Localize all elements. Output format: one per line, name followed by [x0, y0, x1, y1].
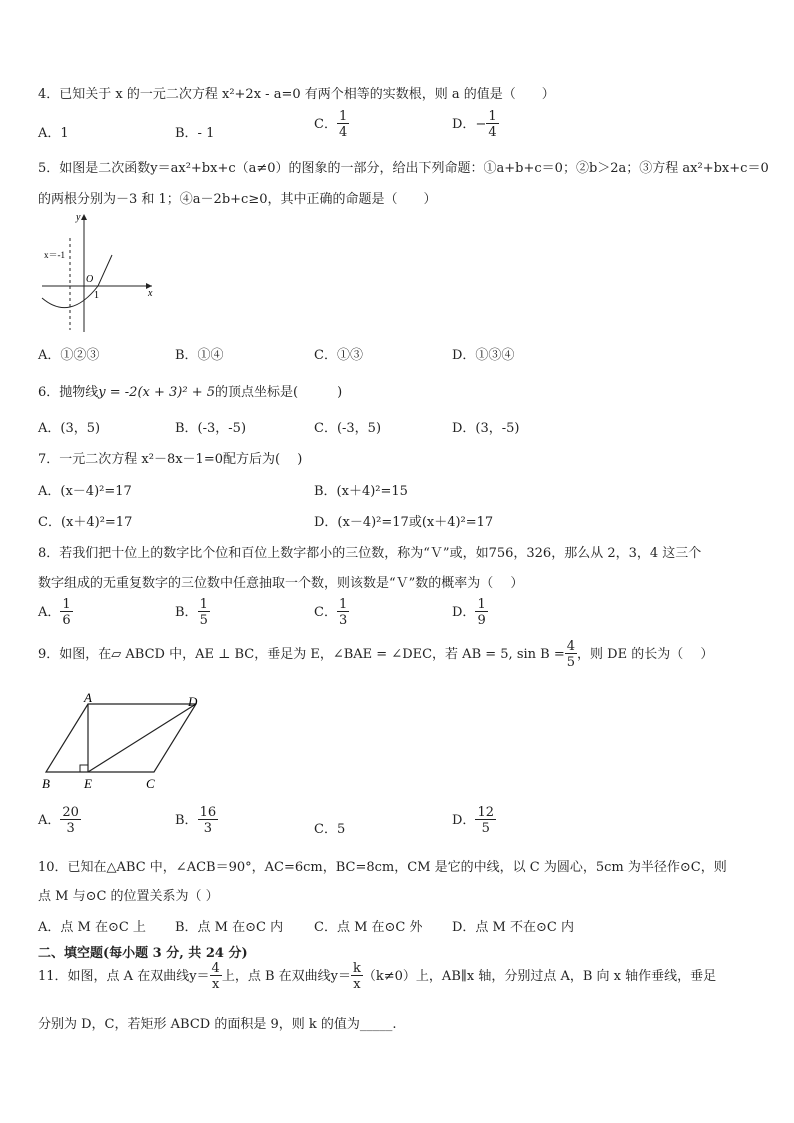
- question-5-stem-line1: 5．如图是二次函数y＝ax²+bx+c（a≠0）的图象的一部分，给出下列命题：①a+b+c＝0；②b＞2a；③方程 ax²+bx+c＝0: [38, 161, 769, 176]
- q9-stem-pre: 9．如图，在▱ ABCD 中，AE ⊥ BC，垂足为 E，∠BAE = ∠DEC，若 AB = 5, sin B =: [38, 647, 565, 662]
- q4-option-a[interactable]: A．1: [38, 126, 69, 141]
- q5-symmetry-label: x＝-1: [44, 250, 65, 260]
- question-11-stem-line1: [38, 962, 716, 991]
- question-8-stem-line1: 8．若我们把十位上的数字比个位和百位上数字都小的三位数，称为“Ｖ”或，如756，326，那么从 2，3，4 这三个: [38, 546, 702, 561]
- q6-option-a[interactable]: A．(3，5): [38, 421, 101, 436]
- q9-sin-fraction: $\frac{4}{5}$: [566, 639, 576, 670]
- q8-option-b-label: B．: [175, 605, 198, 620]
- q4-option-c-fraction: $\frac{1}{4}$: [338, 109, 348, 140]
- question-7-stem: 7．一元二次方程 x²－8x－1=0配方后为( ): [38, 452, 303, 467]
- q6-stem-post: 的顶点坐标是( ): [215, 385, 343, 400]
- question-8-stem-line2: 数字组成的无重复数字的三位数中任意抽取一个数，则该数是“Ｖ”数的概率为（ ）: [38, 576, 524, 591]
- q8-option-b-fraction: $\frac{1}{5}$: [199, 597, 208, 628]
- section-heading: 二、填空题(每小题 3 分, 共 24 分): [38, 946, 248, 961]
- q11-fraction-k-over-x: $\frac{k}{x}$: [353, 961, 361, 992]
- q11-fraction-4-over-x: $\frac{4}{x}$: [211, 961, 220, 992]
- q11-pre: 11．如图，点 A 在双曲线y＝: [38, 969, 210, 984]
- q5-origin-label: O: [86, 274, 94, 285]
- q9-option-a[interactable]: [38, 806, 81, 835]
- q10-option-b[interactable]: B．点 M 在⊙C 内: [175, 920, 284, 935]
- question-9-stem: [38, 640, 713, 669]
- q4-option-c[interactable]: [314, 110, 349, 139]
- q9-label-E: E: [84, 776, 92, 791]
- q9-option-d[interactable]: [452, 806, 496, 835]
- question-4-stem: 4．已知关于 x 的一元二次方程 x²+2x - a=0 有两个相等的实数根，则 a 的值是（ ）: [38, 87, 555, 102]
- q8-option-d-label: D．: [452, 605, 476, 620]
- q7-option-b[interactable]: B．(x＋4)²=15: [314, 484, 408, 499]
- q9-option-d-fraction: $\frac{12}{5}$: [477, 805, 494, 836]
- q9-label-B: B: [42, 776, 50, 791]
- q6-option-b[interactable]: B．(-3，-5): [175, 421, 247, 436]
- q9-label-D: D: [188, 694, 198, 709]
- q7-option-a[interactable]: A．(x－4)²=17: [38, 484, 132, 499]
- q5-tick-1-label: 1: [94, 290, 99, 301]
- q6-option-c[interactable]: C．(-3，5): [314, 421, 382, 436]
- q8-option-d[interactable]: [452, 598, 488, 627]
- q10-option-d[interactable]: D．点 M 不在⊙C 内: [452, 920, 574, 935]
- q5-option-b[interactable]: B．①④: [175, 348, 224, 363]
- q10-option-c[interactable]: C．点 M 在⊙C 外: [314, 920, 423, 935]
- q4-option-d-label: D．: [452, 117, 476, 132]
- question-10-stem-line2: 点 M 与⊙C 的位置关系为（ ）: [38, 889, 219, 904]
- q9-option-b-label: B．: [175, 813, 198, 828]
- q5-y-axis-label: y: [76, 212, 81, 223]
- q9-stem-post: ，则 DE 的长为（ ）: [577, 647, 714, 662]
- q8-option-a-fraction: $\frac{1}{6}$: [62, 597, 71, 628]
- q4-option-b[interactable]: B．- 1: [175, 126, 215, 141]
- q8-option-b[interactable]: [175, 598, 210, 627]
- q9-label-A: A: [84, 692, 92, 705]
- q7-option-c[interactable]: C．(x＋4)²=17: [38, 515, 133, 530]
- q6-option-d[interactable]: D．(3，-5): [452, 421, 520, 436]
- q9-option-a-label: A．: [38, 813, 61, 828]
- q11-mid: 上，点 B 在双曲线y＝: [221, 969, 351, 984]
- q10-option-a[interactable]: A．点 M 在⊙C 上: [38, 920, 146, 935]
- q7-option-d[interactable]: D．(x－4)²=17或(x＋4)²=17: [314, 515, 494, 530]
- q11-post: （k≠0）上，AB∥x 轴，分别过点 A，B 向 x 轴作垂线，垂足: [362, 969, 717, 984]
- q9-label-C: C: [146, 776, 155, 791]
- q8-option-a[interactable]: [38, 598, 73, 627]
- q4-option-d-fraction: $\frac{1}{4}$: [488, 109, 497, 140]
- q8-option-c-fraction: $\frac{1}{3}$: [338, 597, 348, 628]
- q8-option-c-label: C．: [314, 605, 337, 620]
- q9-option-d-label: D．: [452, 813, 476, 828]
- q5-option-d[interactable]: D．①③④: [452, 348, 515, 363]
- question-11-stem-line2: 分别为 D，C，若矩形 ABCD 的面积是 9，则 k 的值为_____.: [38, 1017, 397, 1032]
- question-5-stem-line2: 的两根分别为－3 和 1；④a－2b+c≥0，其中正确的命题是（ ）: [38, 192, 437, 207]
- q8-option-c[interactable]: [314, 598, 349, 627]
- q5-option-c[interactable]: C．①③: [314, 348, 363, 363]
- q5-x-axis-label: x: [148, 288, 153, 299]
- q9-option-b[interactable]: [175, 806, 218, 835]
- q4-option-d[interactable]: [452, 110, 499, 139]
- q8-option-a-label: A．: [38, 605, 61, 620]
- question-6-stem: [38, 381, 342, 400]
- q6-stem-pre: 6．抛物线: [38, 385, 99, 400]
- q4-option-d-sign: −: [475, 117, 487, 132]
- q4-option-c-label: C．: [314, 117, 337, 132]
- q9-parallelogram-figure: [36, 692, 214, 792]
- q6-formula: y = -2(x + 3)² + 5: [98, 385, 215, 400]
- q5-option-a[interactable]: A．①②③: [38, 348, 100, 363]
- question-10-stem-line1: 10．已知在△ABC 中，∠ACB＝90°，AC=6cm，BC=8cm，CM 是它的中线，以 C 为圆心，5cm 为半径作⊙C，则: [38, 860, 727, 875]
- q5-parabola-figure: [36, 210, 158, 335]
- q9-option-c[interactable]: C．5: [314, 822, 346, 837]
- q8-option-d-fraction: $\frac{1}{9}$: [477, 597, 486, 628]
- q9-option-a-fraction: $\frac{20}{3}$: [62, 805, 79, 836]
- q9-option-b-fraction: $\frac{16}{3}$: [199, 805, 217, 836]
